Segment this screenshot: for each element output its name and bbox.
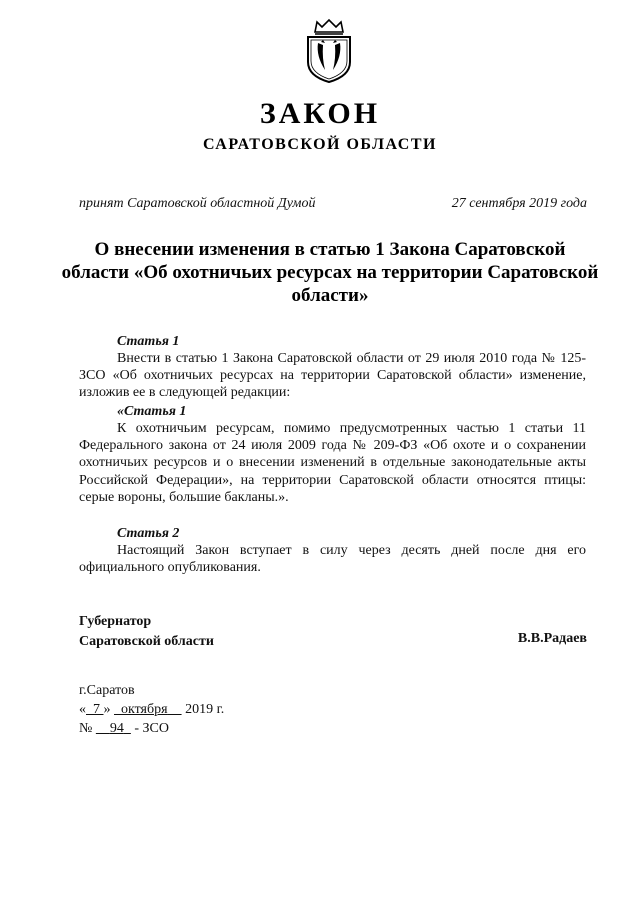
article-2-heading: Статья 2 — [117, 526, 180, 541]
quoted-article-body: К охотничьим ресурсам, помимо предусмотренных частью 1 статьи 11 Федерального закона от 24 июля 2009 года № 209-ФЗ «Об охоте и о сохранении охотничьих ресурсов и о внесении изменений в отдельные законодательные акты Российской Федерации», на территории Саратовской области относятся птицы: серые вороны, большие бакланы.». — [79, 421, 586, 505]
quoted-article-text — [79, 420, 586, 506]
number-sign: № — [79, 721, 93, 736]
law-title: ЗАКОН — [259, 97, 381, 130]
signatory-title-line-2: Саратовской области — [79, 634, 214, 649]
article-2-text — [79, 542, 586, 576]
signing-details — [79, 681, 224, 738]
adopted-by: принят Саратовской областной Думой — [79, 196, 316, 211]
article-1-text — [79, 350, 586, 402]
law-number-value: 94 — [109, 721, 124, 736]
signing-year: 2019 г. — [185, 702, 225, 717]
law-number — [79, 719, 224, 738]
signatory-name: В.В.Радаев — [517, 631, 587, 646]
signing-day: 7 — [93, 702, 100, 717]
document-heading: О внесении изменения в статью 1 Закона Саратовской области «Об охотничьих ресурсах на территории Саратовской области» — [61, 239, 599, 306]
article-1-heading: Статья 1 — [117, 334, 180, 349]
date-close-quote: » — [103, 702, 111, 717]
signing-month: октября — [121, 702, 168, 717]
article-2-body: Настоящий Закон вступает в силу через десять дней после дня его официального опубликования. — [79, 543, 586, 576]
adoption-date: 27 сентября 2019 года — [451, 196, 587, 211]
law-number-suffix: - ЗСО — [134, 721, 169, 736]
signatory-title — [79, 612, 214, 652]
saratov-coat-of-arms-icon — [303, 18, 355, 84]
quoted-article-heading: «Статья 1 — [117, 404, 187, 419]
signatory-title-line-1: Губернатор — [79, 614, 152, 629]
article-1-body: Внести в статью 1 Закона Саратовской области от 29 июля 2010 года № 125-ЗСО «Об охотничьих ресурсах на территории Саратовской области» изменение, изложив ее в следующей редакции: — [79, 351, 586, 401]
signing-date — [79, 700, 224, 719]
date-open-quote: « — [79, 702, 86, 717]
law-subtitle: САРАТОВСКОЙ ОБЛАСТИ — [203, 136, 437, 153]
signing-city: г.Саратов — [79, 683, 135, 698]
